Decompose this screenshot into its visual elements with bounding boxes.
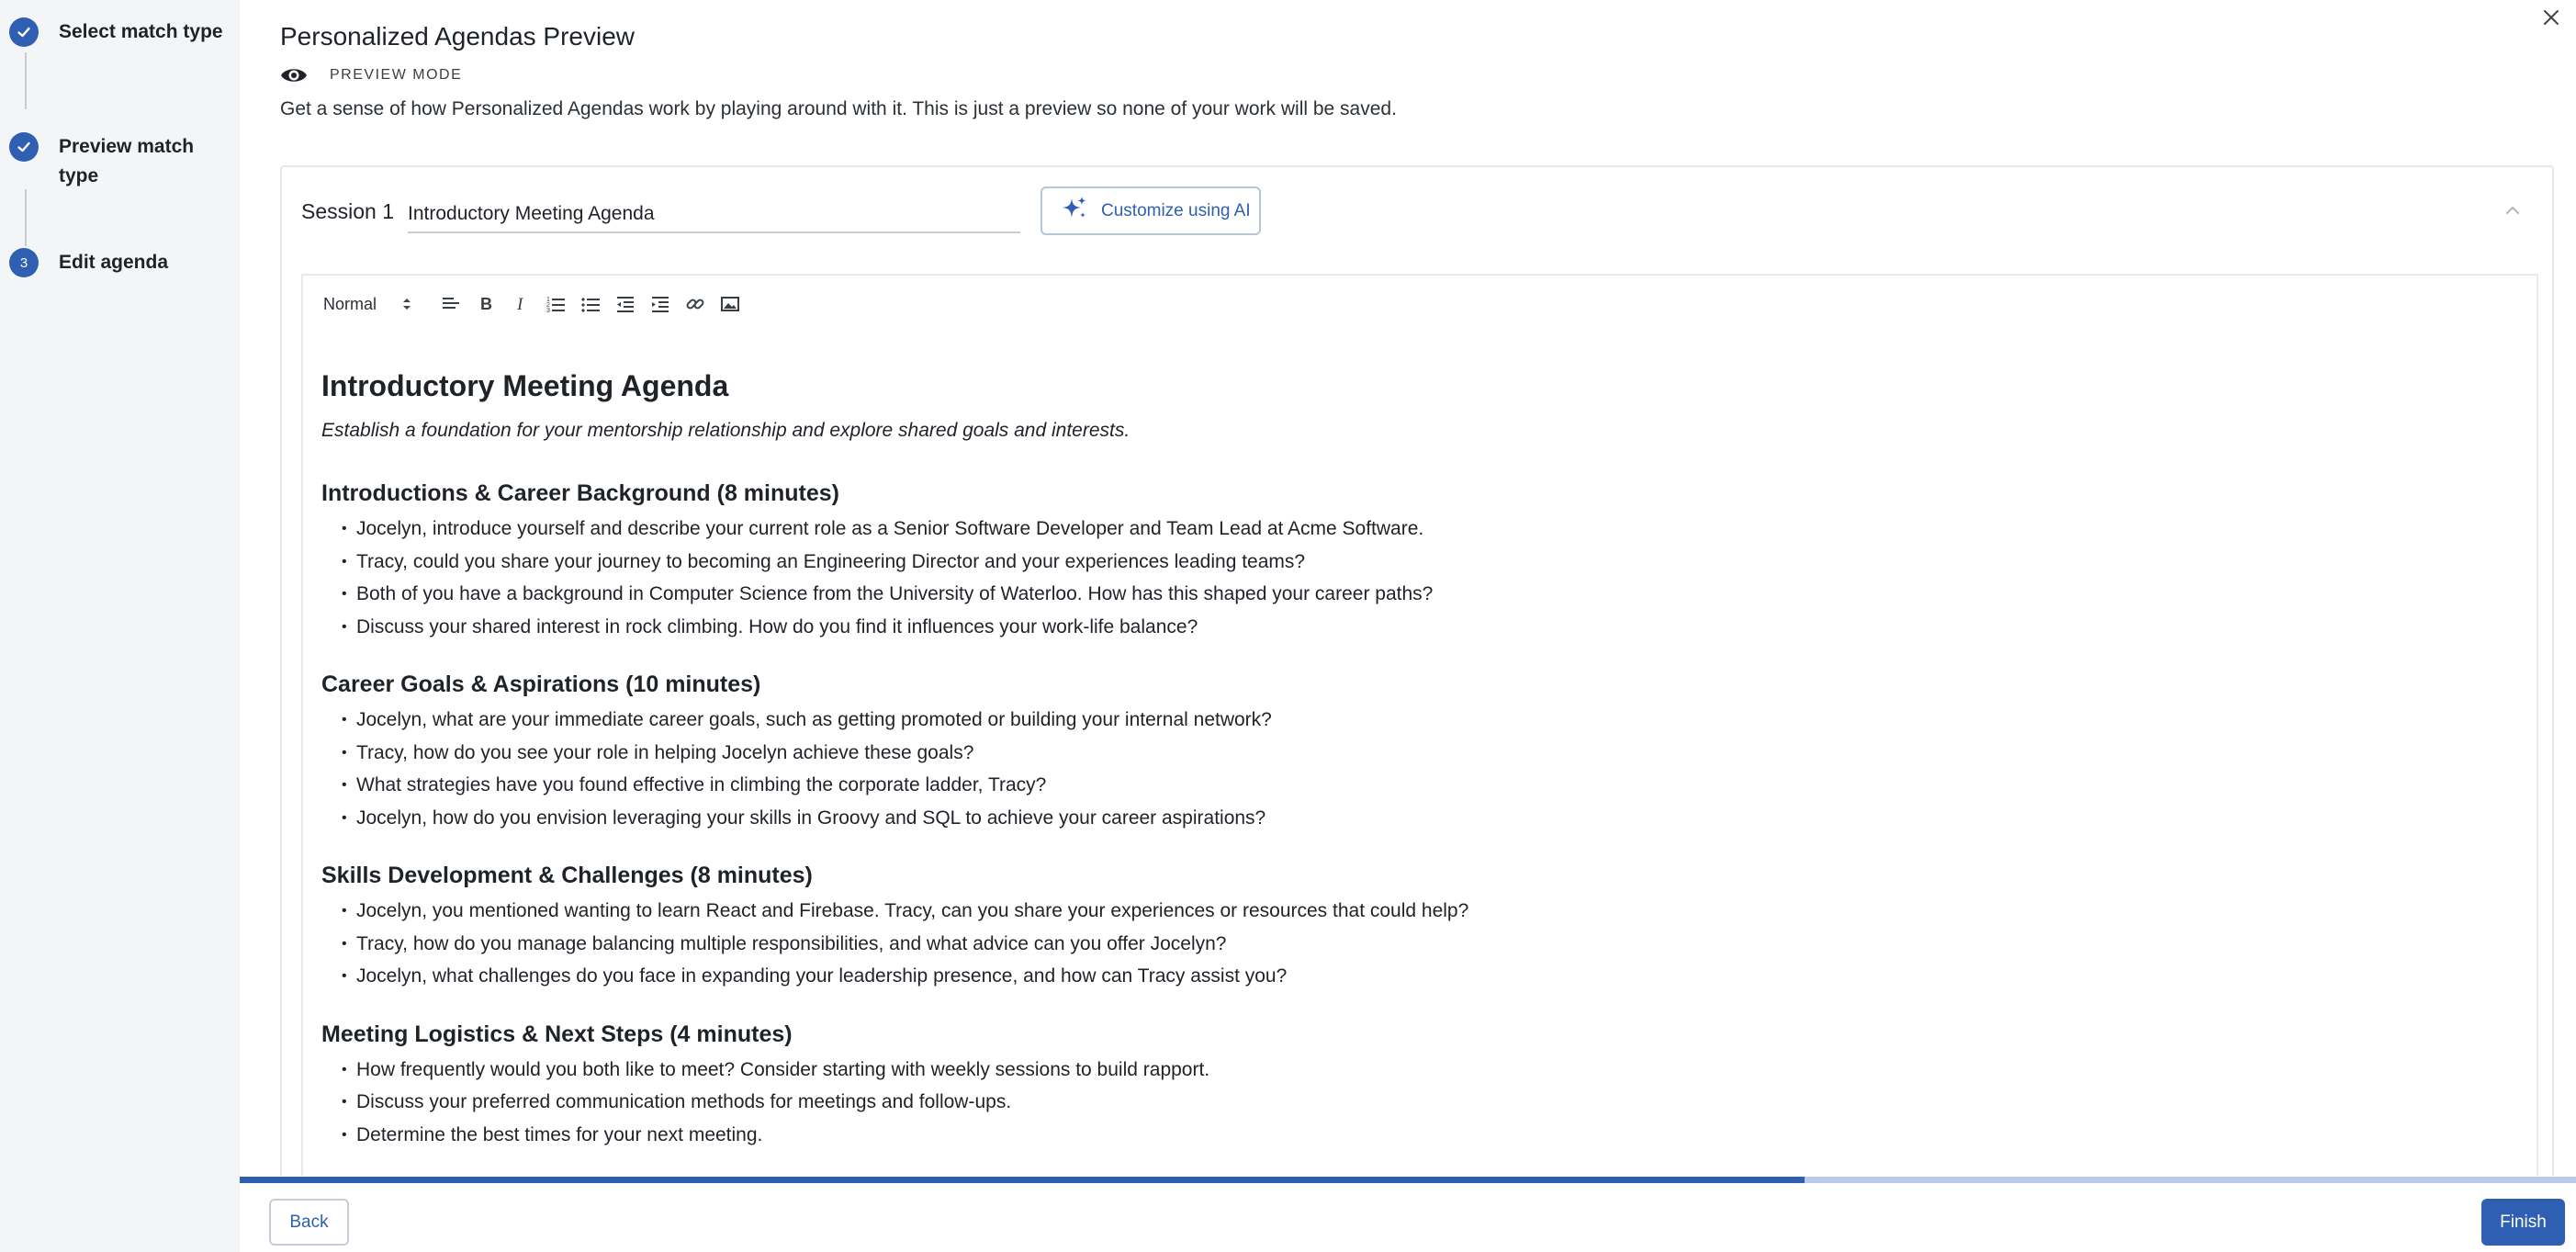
svg-text:I: I (517, 295, 523, 313)
svg-text:3: 3 (546, 308, 550, 313)
list-item: • Both of you have a background in Computer Science from the University of Waterloo. How has this shaped your career paths? (321, 578, 2507, 611)
customize-ai-button[interactable] (1041, 186, 1261, 235)
section-list (321, 1054, 2507, 1152)
agenda-section (321, 669, 2507, 834)
step-connector (25, 189, 27, 246)
step-label: Preview match type (59, 136, 195, 186)
agenda-title: Introductory Meeting Agenda (321, 369, 729, 402)
bullet-list-icon[interactable] (573, 288, 608, 320)
eye-icon (280, 64, 309, 86)
session-name-input[interactable] (408, 187, 1020, 233)
list-item: • How frequently would you both like to meet? Consider starting with weekly sessions to build rapport. (321, 1054, 2507, 1087)
section-heading: Introductions & Career Background (8 minutes) (321, 480, 839, 506)
list-item: • Jocelyn, introduce yourself and describe your current role as a Senior Software Developer and Team Lead at Acme Software. (321, 513, 2507, 546)
section-list (321, 704, 2507, 834)
list-item: • Jocelyn, you mentioned wanting to learn React and Firebase. Tracy, can you share your experiences or resources that could help? (321, 895, 2507, 928)
preview-mode-label: PREVIEW MODE (330, 67, 463, 83)
finish-button[interactable]: Finish (2481, 1199, 2565, 1246)
check-icon (9, 17, 39, 47)
agenda-section (321, 1019, 2507, 1152)
wizard-footer (240, 1183, 2576, 1252)
preview-mode-indicator (280, 64, 462, 86)
step-edit-agenda[interactable] (9, 248, 233, 277)
agenda-section (321, 860, 2507, 993)
section-list (321, 513, 2507, 643)
sparkle-icon (1061, 195, 1088, 227)
section-heading: Meeting Logistics & Next Steps (4 minutes) (321, 1021, 793, 1047)
list-item: • Jocelyn, what are your immediate career goals, such as getting promoted or building your internal network? (321, 704, 2507, 737)
svg-text:2: 2 (546, 302, 550, 309)
italic-icon[interactable] (503, 288, 538, 320)
list-item: • Tracy, how do you manage balancing multiple responsibilities, and what advice can you offer Jocelyn? (321, 928, 2507, 961)
check-icon (9, 132, 39, 162)
agenda-subtitle: Establish a foundation for your mentorship relationship and explore shared goals and interests. (321, 420, 1131, 441)
customize-ai-label: Customize using AI (1101, 200, 1251, 220)
align-left-icon[interactable] (433, 288, 468, 320)
wizard-sidebar (0, 0, 240, 1252)
step-preview-match-type[interactable] (9, 132, 233, 191)
step-select-match-type[interactable] (9, 17, 233, 47)
chevron-up-icon[interactable] (2503, 200, 2523, 220)
list-item: • Discuss your preferred communication methods for meetings and follow-ups. (321, 1086, 2507, 1119)
list-item: • Determine the best times for your next meeting. (321, 1119, 2507, 1152)
indent-icon[interactable] (643, 288, 678, 320)
step-label: Edit agenda (59, 252, 169, 273)
close-icon[interactable] (2539, 6, 2563, 29)
link-icon[interactable] (678, 288, 713, 320)
rich-text-editor[interactable] (301, 274, 2538, 1176)
session-label: Session 1 (301, 199, 395, 223)
list-item: • Jocelyn, how do you envision leveraging your skills in Groovy and SQL to achieve your career aspirations? (321, 802, 2507, 835)
step-label: Select match type (59, 21, 223, 42)
list-item: • Tracy, how do you see your role in helping Jocelyn achieve these goals? (321, 737, 2507, 770)
page-title: Personalized Agendas Preview (280, 22, 636, 51)
wizard-progress-bar (240, 1177, 2576, 1183)
bold-icon[interactable] (468, 288, 503, 320)
list-item: • What strategies have you found effective in climbing the corporate ladder, Tracy? (321, 769, 2507, 802)
step-number: 3 (9, 248, 39, 277)
back-button[interactable]: Back (269, 1199, 349, 1246)
editor-toolbar (303, 276, 2537, 333)
wizard-progress-fill (240, 1177, 1805, 1183)
session-card (280, 165, 2554, 1176)
list-item: • Jocelyn, what challenges do you face in expanding your leadership presence, and how can Tracy assist you? (321, 960, 2507, 993)
list-item: • Discuss your shared interest in rock climbing. How do you find it influences your work-life balance? (321, 611, 2507, 644)
section-heading: Career Goals & Aspirations (10 minutes) (321, 671, 761, 697)
image-icon[interactable] (713, 288, 748, 320)
section-list (321, 895, 2507, 993)
outdent-icon[interactable] (608, 288, 643, 320)
select-arrows-icon (402, 297, 411, 311)
svg-text:B: B (480, 295, 492, 313)
editor-content[interactable] (321, 367, 2507, 1151)
intro-text: Get a sense of how Personalized Agendas work by playing around with it. This is just a preview so none of your work will be saved. (280, 98, 1397, 119)
svg-text:1: 1 (546, 297, 550, 303)
ordered-list-icon[interactable] (538, 288, 573, 320)
format-select[interactable] (323, 295, 433, 314)
agenda-section (321, 478, 2507, 643)
step-connector (25, 52, 27, 109)
section-heading: Skills Development & Challenges (8 minutes) (321, 863, 813, 888)
format-select-value: Normal (323, 294, 377, 313)
list-item: • Tracy, could you share your journey to becoming an Engineering Director and your experiences leading teams? (321, 546, 2507, 579)
